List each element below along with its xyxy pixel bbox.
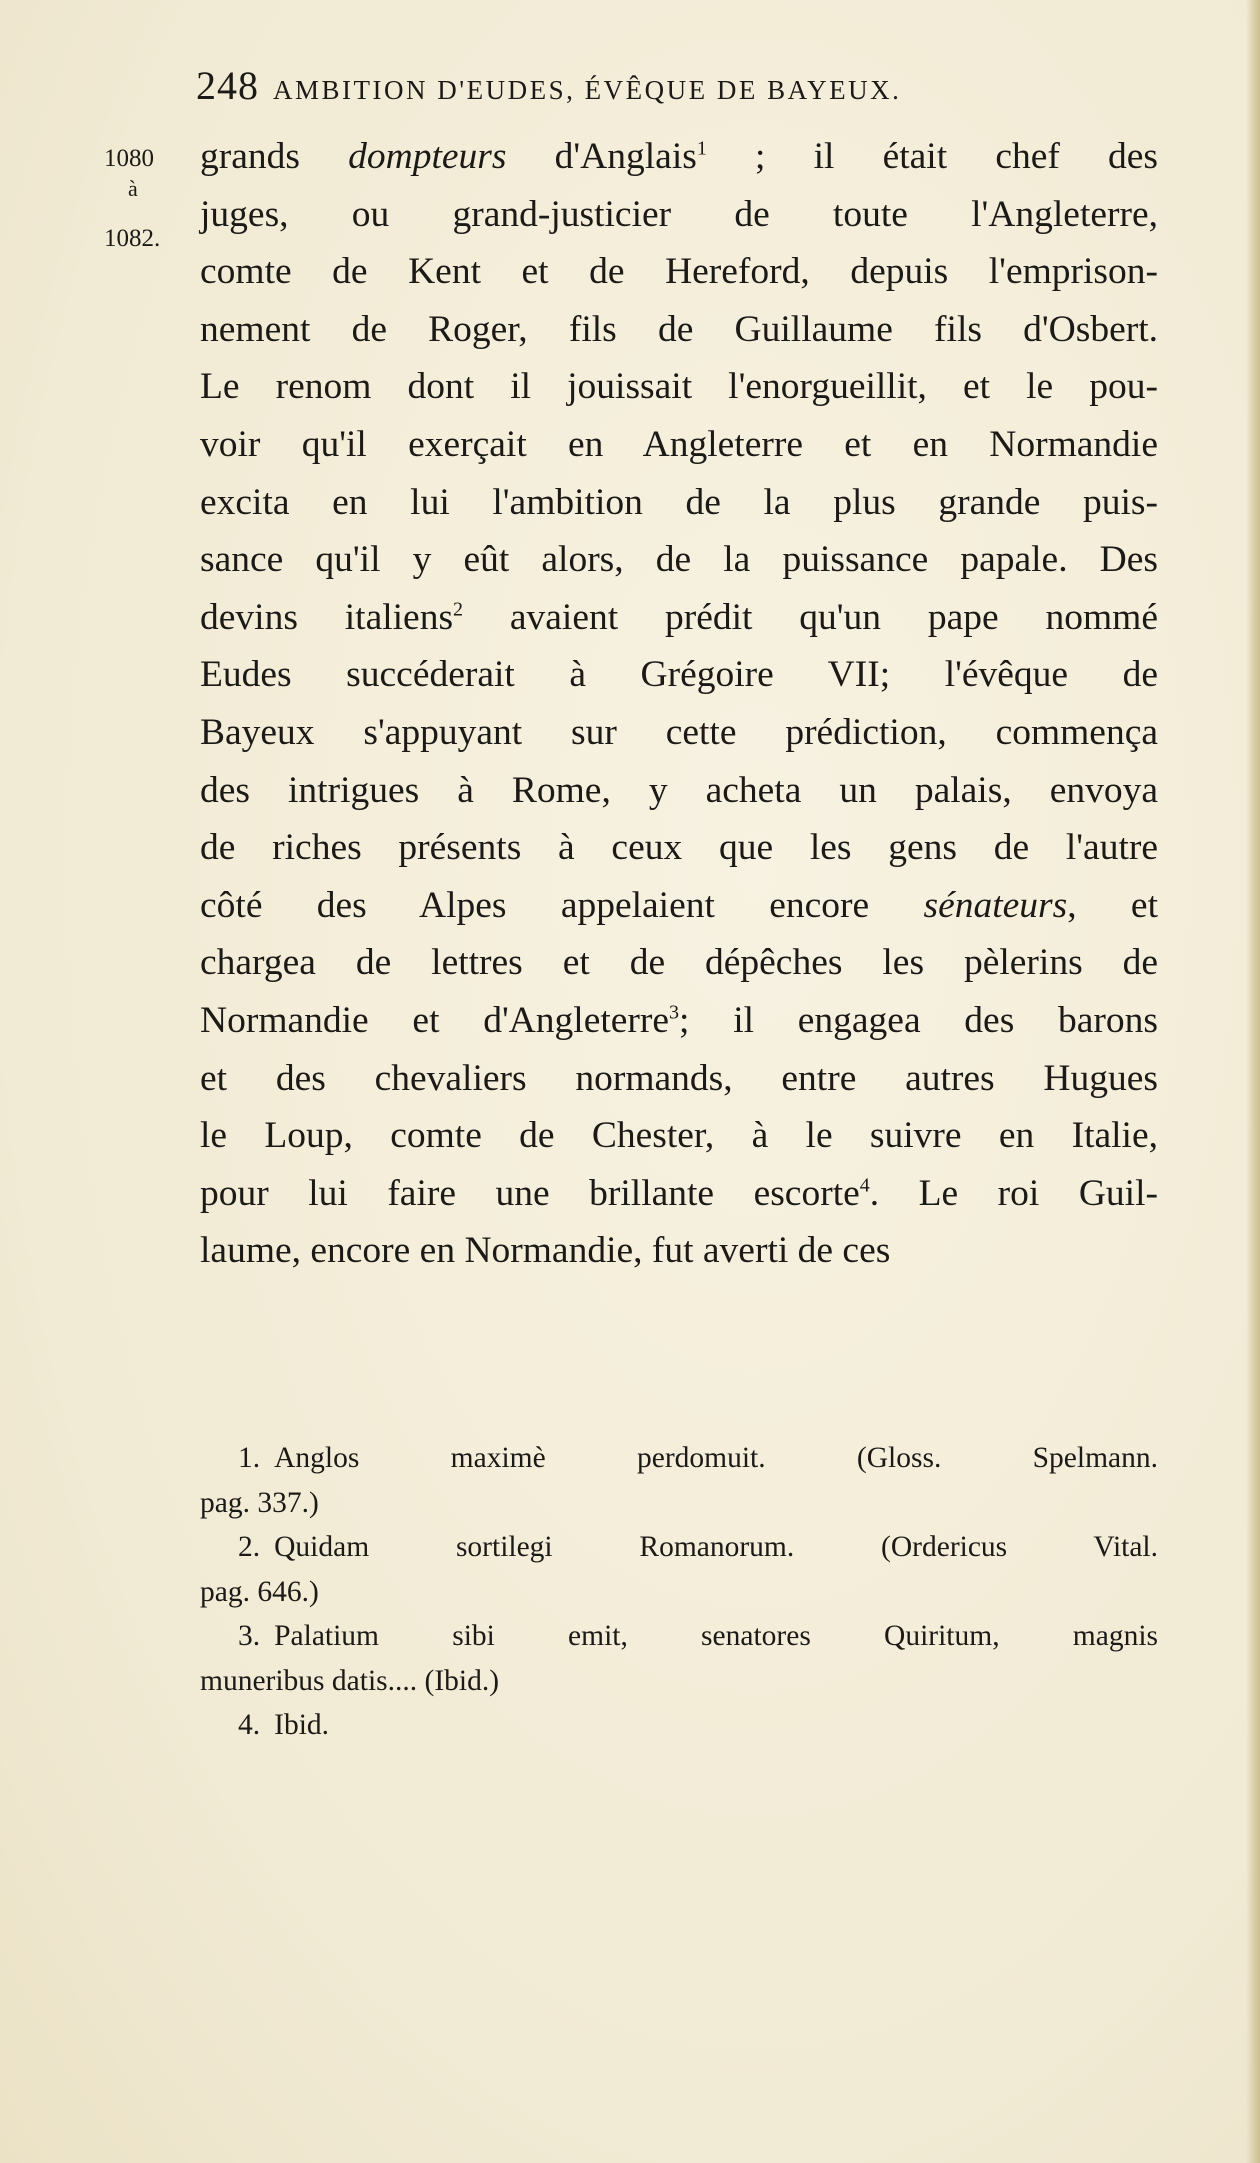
body-line: [200, 1050, 1158, 1108]
body-line-text: côté des Alpes appelaient encore: [200, 884, 924, 926]
body-line-text: grands: [200, 136, 349, 177]
body-line: [200, 301, 1158, 359]
body-line: [200, 358, 1158, 416]
footnote-line: [200, 1436, 1158, 1481]
body-line: [200, 243, 1158, 301]
running-title: AMBITION D'EUDES, ÉVÊQUE DE BAYEUX.: [273, 75, 902, 105]
body-line-text: Le renom dont il jouissait l'enorgueillit, et le pou-: [200, 366, 1158, 408]
footnotes: [200, 1436, 1158, 1748]
body-line-text: comte de Kent et de Hereford, depuis l'emprison-: [200, 251, 1158, 293]
body-line-text: Bayeux s'appuyant sur cette prédiction, commença: [200, 711, 1158, 753]
body-line-text: nement de Roger, fils de Guillaume fils d'Osbert.: [200, 308, 1158, 350]
body-text: [200, 128, 1158, 1280]
body-line-text: chargea de lettres et de dépêches les pèlerins de: [200, 942, 1158, 984]
footnote-reference: 1: [696, 137, 707, 160]
body-line-text: juges, ou grand-justicier de toute l'Angleterre,: [200, 193, 1158, 235]
footnote-continuation: muneribus datis.... (Ibid.): [200, 1664, 500, 1697]
body-line: [200, 1222, 1158, 1280]
footnote-text: Ibid.: [274, 1709, 330, 1741]
body-line: [200, 704, 1158, 762]
body-line-text: Eudes succéderait à Grégoire VII; l'évêque de: [200, 654, 1158, 696]
margin-date-from: 1080: [104, 145, 154, 172]
body-line-text: , et: [1067, 884, 1158, 926]
body-line: [200, 762, 1158, 820]
body-line: [200, 1107, 1158, 1165]
body-line-text: d'Anglais: [506, 136, 697, 177]
body-line-text: pour lui faire une brillante escorte: [200, 1172, 860, 1214]
footnote-reference: 3: [669, 1001, 680, 1024]
body-line-text: avaient prédit qu'un pape nommé: [463, 596, 1158, 638]
body-line-text: Normandie et d'Angleterre: [200, 999, 670, 1041]
body-line: [200, 416, 1158, 474]
body-line-text: des intrigues à Rome, y acheta un palais, envoya: [200, 769, 1158, 811]
body-line-text: ; il était chef des: [706, 136, 1158, 177]
footnote-text: Palatium sibi emit, senatores Quiritum, magnis: [274, 1620, 1158, 1652]
footnote-line: [200, 1703, 1158, 1748]
body-line: [200, 531, 1158, 589]
body-line: [200, 474, 1158, 532]
footnote-marker: 1.: [238, 1442, 261, 1474]
footnote-marker: 4.: [238, 1709, 261, 1741]
body-line-text: laume, encore en Normandie, fut averti de ces: [200, 1230, 891, 1272]
body-line-text: de riches présents à ceux que les gens de l'autre: [200, 827, 1158, 869]
footnote-continuation: pag. 646.): [200, 1575, 319, 1608]
body-line-text: et des chevaliers normands, entre autres Hugues: [200, 1057, 1158, 1099]
footnote-line: [200, 1525, 1158, 1570]
body-line: [200, 819, 1158, 877]
body-line-text: le Loup, comte de Chester, à le suivre en Italie,: [200, 1115, 1158, 1157]
body-line: [200, 877, 1158, 935]
body-line-text: devins italiens: [200, 596, 454, 638]
footnote-text: Anglos maximè perdomuit. (Gloss. Spelmann.: [274, 1442, 1158, 1474]
body-line: [200, 186, 1158, 244]
body-line: [200, 128, 1158, 186]
footnote-text: Quidam sortilegi Romanorum. (Ordericus Vital.: [274, 1531, 1158, 1563]
footnote-continuation: pag. 337.): [200, 1486, 319, 1519]
body-line: [200, 934, 1158, 992]
body-line-text: sance qu'il y eût alors, de la puissance papale. Des: [200, 539, 1158, 581]
body-line-text: . Le roi Guil-: [869, 1172, 1158, 1214]
italic-term: dompteurs: [348, 136, 507, 177]
body-line: [200, 589, 1158, 647]
footnote-reference: 4: [859, 1174, 870, 1197]
body-line: [200, 992, 1158, 1050]
footnote-reference: 2: [453, 598, 464, 621]
footnote-line: [200, 1614, 1158, 1659]
body-line: [200, 646, 1158, 704]
running-header: [196, 62, 1096, 109]
margin-date-separator: à: [128, 176, 138, 201]
italic-term: sénateurs: [923, 884, 1068, 926]
page-number: 248: [196, 63, 259, 108]
body-line-text: excita en lui l'ambition de la plus grande puis-: [200, 481, 1158, 523]
footnote-marker: 2.: [238, 1531, 261, 1563]
body-line: [200, 1165, 1158, 1223]
footnote-marker: 3.: [238, 1620, 261, 1652]
margin-date-until: 1082.: [104, 225, 161, 252]
body-line-text: voir qu'il exerçait en Angleterre et en Normandie: [200, 423, 1158, 465]
page-edge: [1246, 0, 1260, 2163]
body-line-text: ; il engagea des barons: [679, 999, 1158, 1041]
